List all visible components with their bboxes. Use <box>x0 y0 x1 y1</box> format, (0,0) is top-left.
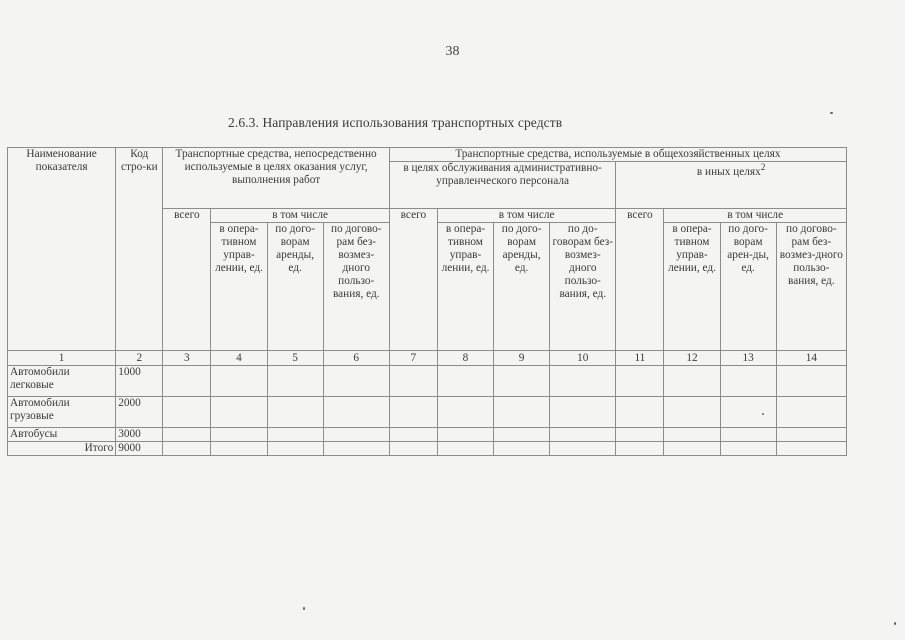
data-cell[interactable] <box>494 397 550 428</box>
column-number: 7 <box>389 351 437 366</box>
data-cell[interactable] <box>664 366 720 397</box>
data-cell[interactable] <box>163 428 211 442</box>
section-title: 2.6.3. Направления использования транспортных средств <box>228 115 563 130</box>
data-cell[interactable] <box>437 442 493 456</box>
data-cell[interactable] <box>664 397 720 428</box>
data-cell[interactable] <box>323 397 389 428</box>
header-general-use: Транспортные средства, используемые в общехозяйственных целях <box>389 148 846 162</box>
table-row <box>8 397 847 428</box>
row-code: 9000 <box>116 442 163 456</box>
data-cell[interactable] <box>776 366 846 397</box>
data-cell[interactable] <box>720 366 776 397</box>
data-cell[interactable] <box>211 397 267 428</box>
header-admin-purpose: в целях обслуживания административно-управленческого персонала <box>389 162 616 209</box>
row-name: Автобусы <box>8 428 116 442</box>
header-indicator-name: Наименование показателя <box>8 148 116 351</box>
scan-speck <box>894 622 896 625</box>
data-cell[interactable] <box>664 442 720 456</box>
header-including: в том числе <box>664 209 847 223</box>
header-total: всего <box>616 209 664 351</box>
header-total: всего <box>389 209 437 351</box>
row-name: Автомобили грузовые <box>8 397 116 428</box>
data-cell[interactable] <box>776 397 846 428</box>
data-cell[interactable] <box>267 397 323 428</box>
column-number: 14 <box>776 351 846 366</box>
data-cell[interactable] <box>720 428 776 442</box>
header-other-purpose <box>616 162 847 209</box>
data-cell[interactable] <box>389 442 437 456</box>
data-cell[interactable] <box>437 366 493 397</box>
row-code: 2000 <box>116 397 163 428</box>
data-cell[interactable] <box>550 428 616 442</box>
data-cell[interactable] <box>720 442 776 456</box>
data-cell[interactable] <box>389 397 437 428</box>
data-cell[interactable] <box>163 397 211 428</box>
data-cell[interactable] <box>616 397 664 428</box>
header-direct-use: Транспортные средства, непосредственно используемые в целях оказания услуг, выполнения работ <box>163 148 390 209</box>
data-cell[interactable] <box>550 397 616 428</box>
header-lease: по дого-ворам аренды, ед. <box>267 223 323 351</box>
column-numbers-row <box>8 351 847 366</box>
header-lease: по дого-ворам арен-ды, ед. <box>720 223 776 351</box>
data-cell[interactable] <box>323 442 389 456</box>
column-number: 6 <box>323 351 389 366</box>
scan-speck <box>830 112 833 114</box>
header-free-use: по догово-рам без-возмез-дного пользо-вания, ед. <box>323 223 389 351</box>
data-cell[interactable] <box>616 428 664 442</box>
header-lease: по дого-ворам аренды, ед. <box>494 223 550 351</box>
row-name: Автомобили легковые <box>8 366 116 397</box>
column-number: 1 <box>8 351 116 366</box>
data-cell[interactable] <box>776 442 846 456</box>
data-cell[interactable] <box>494 442 550 456</box>
header-other-purpose-label: в иных целях <box>696 165 761 178</box>
column-number: 2 <box>116 351 163 366</box>
header-total: всего <box>163 209 211 351</box>
data-cell[interactable] <box>211 442 267 456</box>
header-free-use: по до-говорам без-возмез-дного пользо-вания, ед. <box>550 223 616 351</box>
header-row-code: Код стро-ки <box>116 148 163 351</box>
page-number: 38 <box>445 44 460 59</box>
data-cell[interactable] <box>437 397 493 428</box>
data-cell[interactable] <box>616 366 664 397</box>
data-cell[interactable] <box>550 442 616 456</box>
data-cell[interactable] <box>323 366 389 397</box>
data-cell[interactable] <box>389 428 437 442</box>
column-number: 9 <box>494 351 550 366</box>
header-operational-management: в опера-тивном управ-лении, ед. <box>664 223 720 351</box>
data-cell[interactable] <box>494 366 550 397</box>
header-including: в том числе <box>211 209 389 223</box>
table-row <box>8 442 847 456</box>
column-number: 8 <box>437 351 493 366</box>
data-cell[interactable] <box>267 428 323 442</box>
footnote-ref: 2 <box>760 163 766 173</box>
data-cell[interactable] <box>437 428 493 442</box>
data-cell[interactable] <box>163 366 211 397</box>
row-code: 1000 <box>116 366 163 397</box>
transport-usage-table <box>7 147 847 456</box>
table-row <box>8 428 847 442</box>
table-row <box>8 366 847 397</box>
data-cell[interactable] <box>720 397 776 428</box>
column-number: 11 <box>616 351 664 366</box>
data-cell[interactable] <box>163 442 211 456</box>
header-including: в том числе <box>437 209 615 223</box>
column-number: 13 <box>720 351 776 366</box>
row-name: Итого <box>8 442 116 456</box>
row-code: 3000 <box>116 428 163 442</box>
header-operational-management: в опера-тивном управ-лении, ед. <box>211 223 267 351</box>
data-cell[interactable] <box>616 442 664 456</box>
data-cell[interactable] <box>776 428 846 442</box>
column-number: 5 <box>267 351 323 366</box>
scan-speck <box>303 607 305 610</box>
column-number: 10 <box>550 351 616 366</box>
scan-speck <box>762 413 764 415</box>
header-operational-management: в опера-тивном управ-лении, ед. <box>437 223 493 351</box>
column-number: 3 <box>163 351 211 366</box>
column-number: 12 <box>664 351 720 366</box>
data-cell[interactable] <box>494 428 550 442</box>
column-number: 4 <box>211 351 267 366</box>
data-cell[interactable] <box>211 428 267 442</box>
data-cell[interactable] <box>323 428 389 442</box>
data-cell[interactable] <box>267 366 323 397</box>
data-cell[interactable] <box>211 366 267 397</box>
header-free-use: по догово-рам без-возмез-дного пользо-вания, ед. <box>776 223 846 351</box>
data-cell[interactable] <box>389 366 437 397</box>
data-cell[interactable] <box>267 442 323 456</box>
data-cell[interactable] <box>550 366 616 397</box>
data-cell[interactable] <box>664 428 720 442</box>
